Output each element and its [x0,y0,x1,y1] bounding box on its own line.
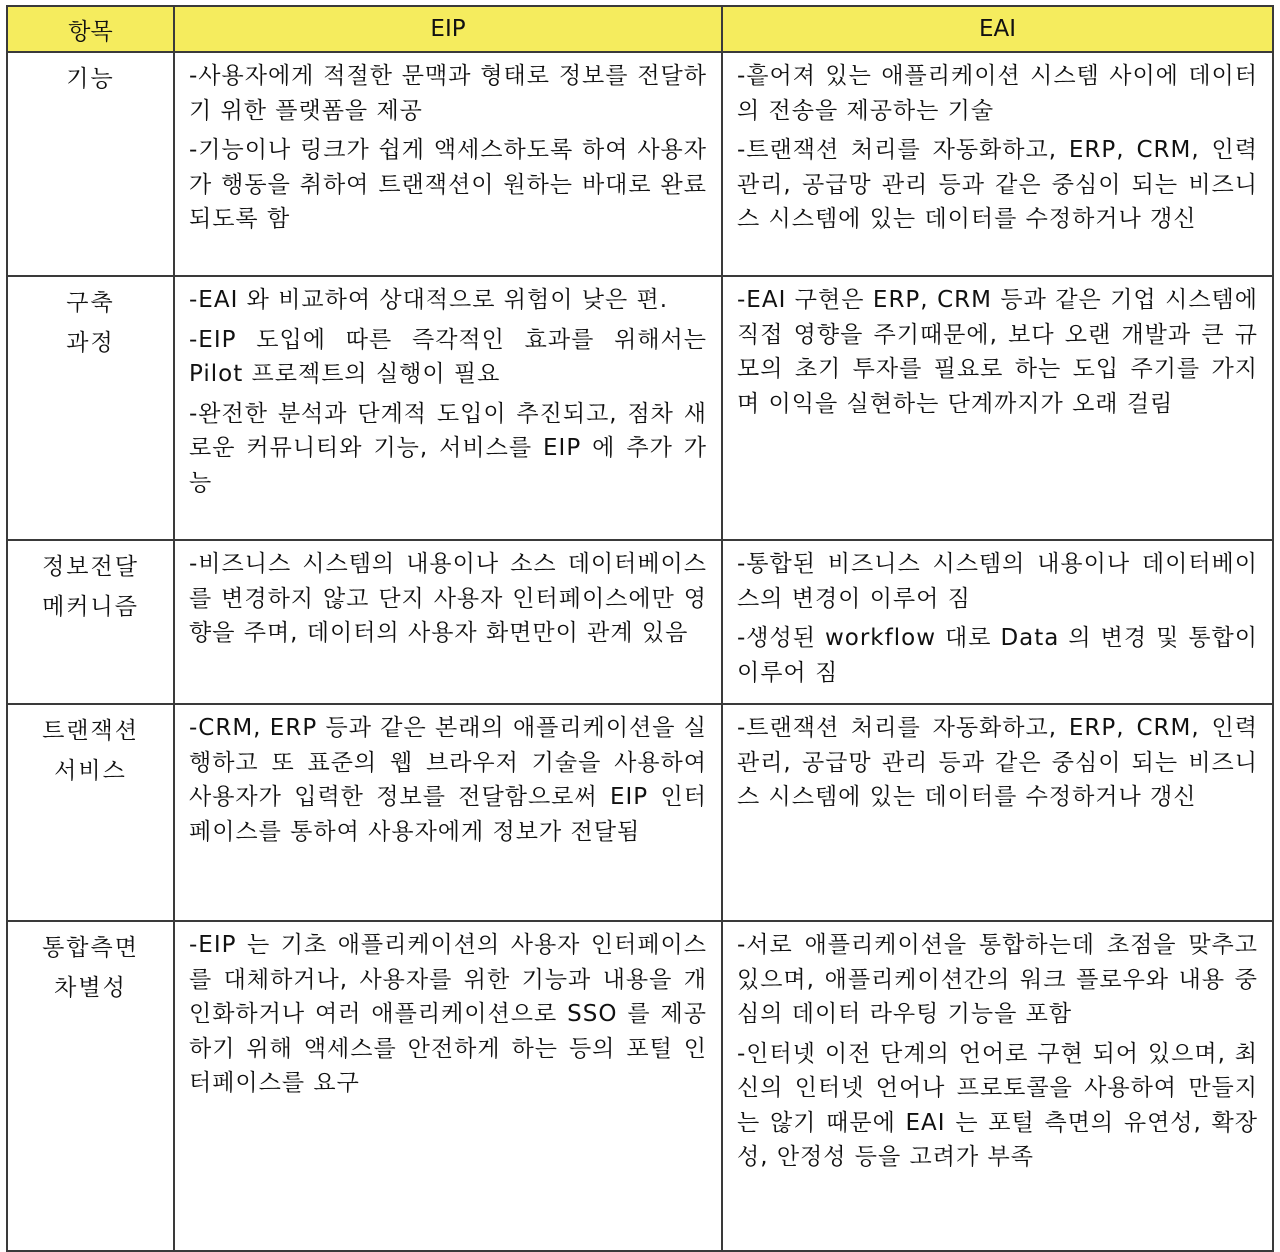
eai-paragraph: -EAI 구현은 ERP, CRM 등과 같은 기업 시스템에 직접 영향을 주기때문에, 보다 오랜 개발과 큰 규모의 초기 투자를 필요로 하는 도입 주기를 가지며 이익을 실현하는 단계까지가 오래 걸림 [737,287,1258,417]
eip-paragraph: -기능이나 링크가 쉽게 액세스하도록 하여 사용자가 행동을 취하여 트랜잭션이 원하는 바대로 완료되도록 함 [189,137,707,232]
row-label [7,540,174,704]
eip-cell [174,540,722,704]
row-label-text: 과정 [66,330,115,356]
eip-paragraph: -EIP 도입에 따른 즉각적인 효과를 위해서는 Pilot 프로젝트의 실행이 필요 [189,326,707,387]
table-row [7,540,1273,704]
row-label-text: 서비스 [54,758,127,784]
eip-cell [174,704,722,921]
table-row [7,52,1273,276]
row-label [7,52,174,276]
eip-paragraph: -EIP 는 기초 애플리케이션의 사용자 인터페이스를 대체하거나, 사용자를 위한 기능과 내용을 개인화하거나 여러 애플리케이션으로 SSO 를 제공하기 위해 액세스를 안전하게 하는 등의 포털 인터페이스를 요구 [189,932,707,1096]
header-eip: EIP [174,6,722,52]
row-label-text: 구축 [66,290,115,316]
header-eai: EAI [722,6,1273,52]
row-label-text: 메커니즘 [42,594,139,620]
eip-paragraph: -CRM, ERP 등과 같은 본래의 애플리케이션을 실행하고 또 표준의 웹 브라우저 기술을 사용하여 사용자가 입력한 정보를 전달함으로써 EIP 인터페이스를 통하여 사용자에게 정보가 전달됨 [189,715,708,845]
eip-paragraph: -완전한 분석과 단계적 도입이 추진되고, 점차 새로운 커뮤니티와 기능, 서비스를 EIP 에 추가 가능 [189,400,707,496]
comparison-table [6,5,1274,1252]
eip-cell [174,276,722,540]
eip-cell [174,52,722,276]
eai-paragraph: -흩어져 있는 애플리케이션 시스템 사이에 데이터의 전송을 제공하는 기술 [737,63,1258,124]
eai-cell [722,276,1273,540]
eai-paragraph: -생성된 workflow 대로 Data 의 변경 및 통합이 이루어 짐 [737,625,1258,686]
row-label-text: 정보전달 [42,554,139,580]
eai-cell [722,540,1273,704]
eai-cell [722,704,1273,921]
table-row [7,921,1273,1251]
eai-paragraph: -인터넷 이전 단계의 언어로 구현 되어 있으며, 최신의 인터넷 언어나 프로토콜을 사용하여 만들지는 않기 때문에 EAI 는 포털 측면의 유연성, 확장성, 안정성 등을 고려가 부족 [737,1040,1258,1170]
row-label-text: 트랜잭션 [42,718,139,744]
row-label-text: 통합측면 [42,935,139,961]
header-row [7,6,1273,52]
eip-paragraph: -EAI 와 비교하여 상대적으로 위험이 낮은 편. [189,287,669,313]
eai-paragraph: -통합된 비즈니스 시스템의 내용이나 데이터베이스의 변경이 이루어 짐 [737,551,1258,612]
eai-paragraph: -트랜잭션 처리를 자동화하고, ERP, CRM, 인력관리, 공급망 관리 등과 같은 중심이 되는 비즈니스 시스템에 있는 데이터를 수정하거나 갱신 [737,137,1258,232]
eip-paragraph: -비즈니스 시스템의 내용이나 소스 데이터베이스를 변경하지 않고 단지 사용자 인터페이스에만 영향을 주며, 데이터의 사용자 화면만이 관계 있음 [189,551,707,646]
eai-paragraph: -트랜잭션 처리를 자동화하고, ERP, CRM, 인력관리, 공급망 관리 등과 같은 중심이 되는 비즈니스 시스템에 있는 데이터를 수정하거나 갱신 [737,715,1258,810]
header-item: 항목 [7,6,174,52]
row-label-text: 차별성 [54,975,127,1001]
row-label [7,276,174,540]
eip-cell [174,921,722,1251]
eip-paragraph: -사용자에게 적절한 문맥과 형태로 정보를 전달하기 위한 플랫폼을 제공 [189,63,707,124]
row-label [7,921,174,1251]
eai-cell [722,921,1273,1251]
eai-cell [722,52,1273,276]
row-label [7,704,174,921]
eai-paragraph: -서로 애플리케이션을 통합하는데 초점을 맞추고 있으며, 애플리케이션간의 워크 플로우와 내용 중심의 데이터 라우팅 기능을 포함 [737,932,1258,1027]
row-label-text: 기능 [66,66,115,92]
table-row [7,276,1273,540]
table-row [7,704,1273,921]
